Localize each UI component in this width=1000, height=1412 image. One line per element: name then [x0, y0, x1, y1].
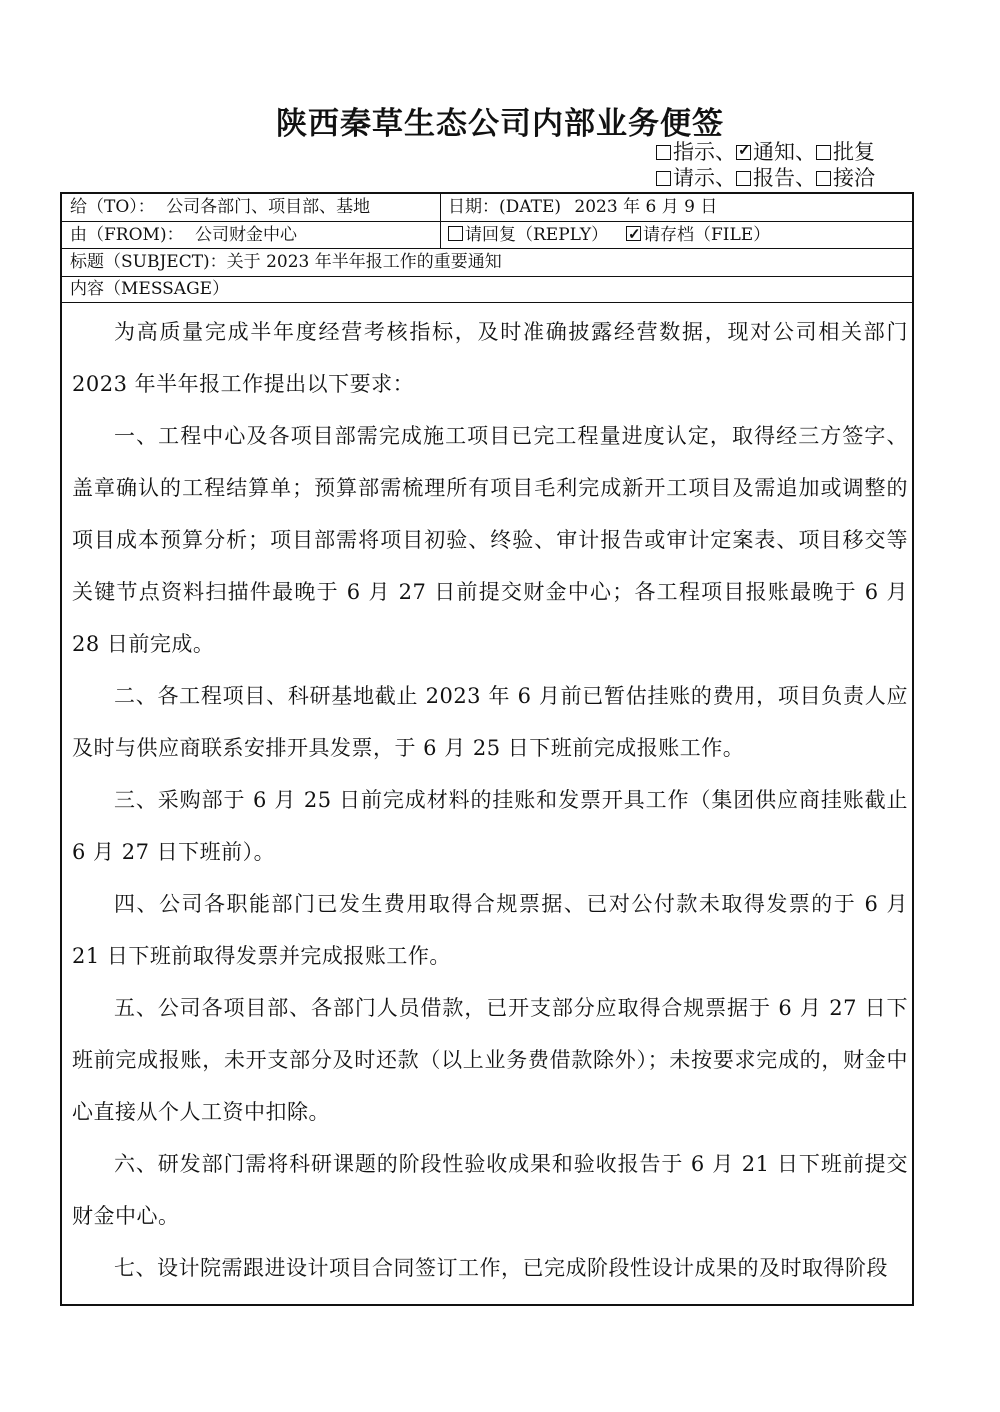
to-value: 公司各部门、项目部、基地	[166, 197, 371, 217]
message-label: 内容（MESSAGE）	[70, 279, 230, 299]
date-label: 日期：(DATE)	[448, 197, 561, 217]
reply-checkbox	[448, 226, 463, 241]
table-divider	[60, 248, 914, 249]
table-divider	[60, 221, 914, 222]
notice-type-row-2	[656, 162, 875, 192]
notice-type-label: 批复	[833, 140, 875, 164]
message-paragraph: 五、公司各项目部、各部门人员借款，已开支部分应取得合规票据于 6 月 27 日下班前完成报账，未开支部分及时还款（以上业务费借款除外）；未按要求完成的，财金中心直接从个人工资中扣除。	[72, 996, 908, 1124]
message-paragraph: 六、研发部门需将科研课题的阶段性验收成果和验收报告于 6 月 21 日下班前提交财金中心。	[72, 1152, 908, 1228]
unchecked-checkbox	[816, 145, 831, 160]
message-paragraph: 为高质量完成半年度经营考核指标，及时准确披露经营数据，现对公司相关部门 2023 年半年报工作提出以下要求：	[72, 320, 908, 396]
subject-value: 关于 2023 年半年报工作的重要通知	[226, 252, 502, 272]
separator: 、	[715, 140, 736, 164]
file-checkbox	[626, 226, 641, 241]
separator: 、	[795, 166, 816, 190]
message-body	[72, 306, 908, 1294]
message-paragraph: 四、公司各职能部门已发生费用取得合规票据、已对公付款未取得发票的于 6 月 21 日下班前取得发票并完成报账工作。	[72, 892, 908, 968]
separator: 、	[715, 166, 736, 190]
message-paragraph: 二、各工程项目、科研基地截止 2023 年 6 月前已暂估挂账的费用，项目负责人应及时与供应商联系安排开具发票，于 6 月 25 日下班前完成报账工作。	[72, 684, 908, 760]
subject-field	[70, 250, 502, 274]
file-option	[626, 223, 770, 247]
unchecked-checkbox	[656, 145, 671, 160]
unchecked-checkbox	[656, 171, 671, 186]
document-title: 陕西秦草生态公司内部业务便签	[276, 106, 724, 142]
reply-option	[448, 223, 608, 247]
to-field	[70, 195, 370, 219]
notice-type-label: 指示	[673, 140, 715, 164]
checked-checkbox	[736, 145, 751, 160]
message-paragraph: 三、采购部于 6 月 25 日前完成材料的挂账和发票开具工作（集团供应商挂账截止 6 月 27 日下班前）。	[72, 788, 908, 864]
notice-type-label: 通知	[753, 140, 795, 164]
date-field	[448, 195, 717, 219]
message-paragraph: 一、工程中心及各项目部需完成施工项目已完工程量进度认定，取得经三方签字、盖章确认的工程结算单；预算部需梳理所有项目毛利完成新开工项目及需追加或调整的项目成本预算分析；项目部需将项目初验、终验、审计报告或审计定案表、项目移交等关键节点资料扫描件最晚于 6 月 27 日前提交财金中心；各工程项目报账最晚于 6 月 28 日前完成。	[72, 424, 908, 656]
message-paragraph: 七、设计院需跟进设计项目合同签订工作，已完成阶段性设计成果的及时取得阶段	[114, 1256, 888, 1280]
unchecked-checkbox	[736, 171, 751, 186]
notice-type-label: 请示	[673, 166, 715, 190]
separator: 、	[795, 140, 816, 164]
from-field	[70, 223, 297, 247]
reply-label: 请回复（REPLY）	[465, 225, 609, 245]
from-value: 公司财金中心	[194, 225, 297, 245]
unchecked-checkbox	[816, 171, 831, 186]
notice-type-label: 报告	[753, 166, 795, 190]
subject-label: 标题（SUBJECT)：	[70, 252, 227, 272]
to-label: 给（TO）：	[70, 197, 155, 217]
notice-type-label: 接洽	[833, 166, 875, 190]
date-value: 2023 年 6 月 9 日	[574, 197, 718, 217]
table-column-divider	[440, 193, 441, 248]
file-label: 请存档（FILE）	[643, 225, 771, 245]
table-divider	[60, 302, 914, 303]
from-label: 由（FROM)：	[70, 225, 184, 245]
